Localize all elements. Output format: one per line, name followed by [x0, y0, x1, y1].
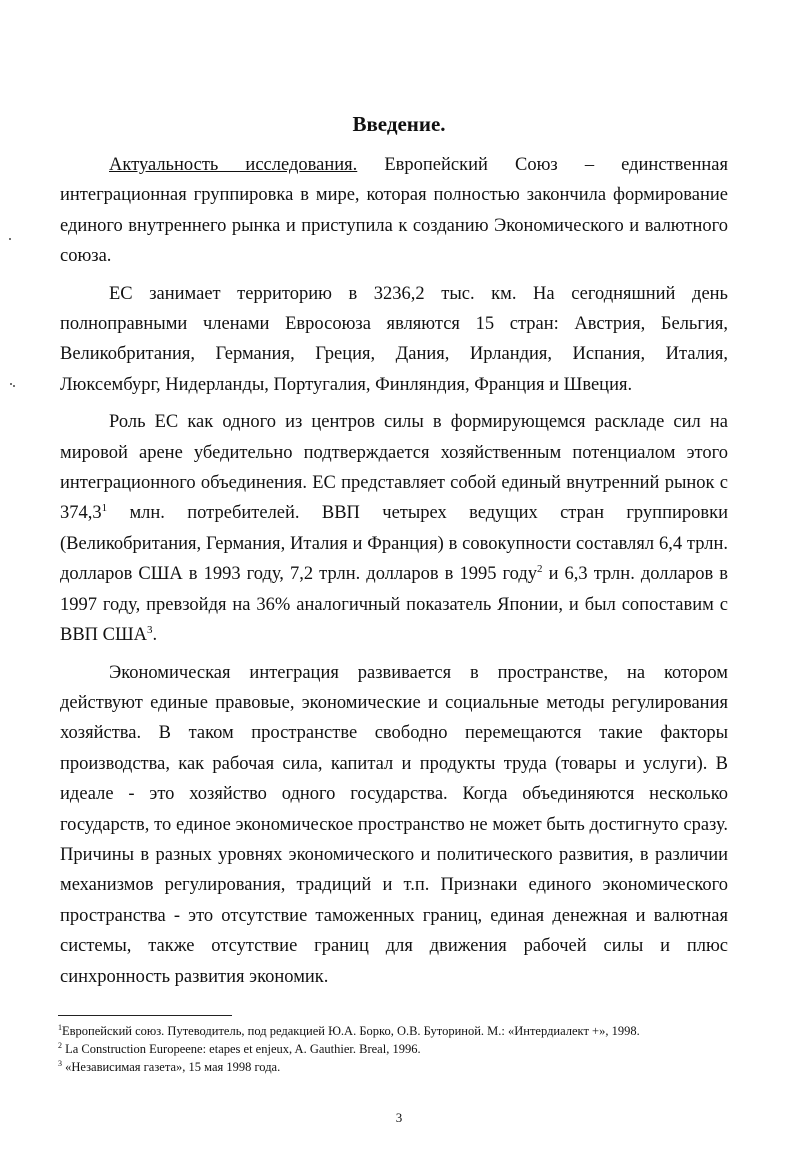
footnote-text-2: La Construction Europeene: etapes et enjeux, A. Gauthier. Breal, 1996.: [62, 1042, 421, 1056]
relevance-heading: Актуальность исследования.: [109, 155, 358, 175]
paragraph-2: ЕС занимает территорию в 3236,2 тыс. км. На сегодняшний день полноправными членами Евросоюза являются 15 стран: Австрия, Бельгия, Великобритания, Германия, Греция, Дания, Ирландия, Испания, Италия, Люксембург, Нидерланды, Португалия, Финляндия, Франция и Швеция.: [60, 283, 728, 395]
scan-speck: [9, 238, 11, 240]
footnote-3: [58, 1058, 738, 1076]
footnote-2: [58, 1040, 738, 1058]
footnote-ref-2: 2: [537, 563, 543, 576]
footnote-text-3: «Независимая газета», 15 мая 1998 года.: [62, 1060, 281, 1074]
footnote-divider: [58, 1015, 232, 1016]
footnote-1: [58, 1022, 738, 1040]
scan-speck: [13, 385, 15, 387]
paragraph-3-part-4: .: [152, 625, 158, 646]
paragraph-4: Экономическая интеграция развивается в пространстве, на котором действуют единые правовые, экономические и социальные методы регулирования хозяйства. В таком пространстве свободно перемещаются такие факторы производства, как рабочая сила, капитал и продукты труда (товары и услуги). В идеале - это хозяйство одного государства. Когда объединяются несколько государств, то единое экономическое пространство не может быть достигнуто сразу. Причины в разных уровнях экономического и политического развития, в различии механизмов регулирования, традиций и т.п. Признаки единого экономического пространства - это отсутствие таможенных границ, единая денежная и валютная системы, также отсутствие границ для движения рабочей силы и плюс синхронность развития экономик.: [60, 662, 728, 987]
body-text: [60, 150, 728, 999]
footnote-text-1: Европейский союз. Путеводитель, под редакцией Ю.А. Борко, О.В. Буториной. М.: «Интердиалект +», 1998.: [62, 1024, 640, 1038]
paragraph-1: [60, 150, 728, 272]
paragraph-3-part-3: и 6,3 трлн. долларов в 1997 году, превзойдя на 36% аналогичный показатель Японии, и был сопоставим с ВВП США: [60, 564, 728, 646]
page-number: 3: [395, 1110, 403, 1125]
page-title: Введение.: [352, 112, 446, 136]
paragraph-1-text: Европейский Союз – единственная интеграционная группировка в мире, которая полностью закончила формирование единого внутреннего рынка и приступила к созданию Экономического и валютного союза.: [60, 155, 728, 267]
paragraph-3: [60, 407, 728, 650]
scan-speck: [10, 383, 12, 385]
footnote-number-3: 3: [58, 1058, 62, 1068]
footnotes: [58, 1022, 738, 1076]
paragraph-3-part-1: Роль ЕС как одного из центров силы в формирующемся раскладе сил на мировой арене убедительно подтверждается хозяйственным потенциалом этого интеграционного объединения. ЕС представляет собой единый внутренний рынок с 374,3: [60, 412, 728, 524]
footnote-ref-1: 1: [101, 502, 108, 515]
paragraph-3-part-2: млн. потребителей. ВВП четырех ведущих стран группировки (Великобритания, Германия, Италия и Франция) в совокупности составлял 6,4 трлн. долларов США в 1993 году, 7,2 трлн. долларов в 1995 году: [60, 503, 728, 585]
footnote-ref-3: 3: [147, 623, 153, 636]
footnote-number-1: 1: [58, 1022, 62, 1032]
footnote-number-2: 2: [58, 1040, 62, 1050]
